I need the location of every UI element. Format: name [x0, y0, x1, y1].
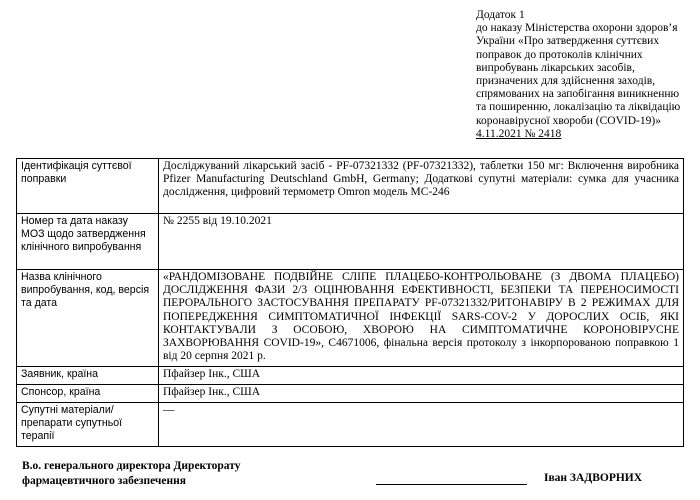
table-row: [17, 367, 684, 385]
row-label: Назва клінічного випробування, код, версія та дата: [17, 270, 159, 367]
appendix-header: [476, 9, 692, 141]
header-line: призначених для здійснення заходів,: [476, 75, 656, 88]
amendment-table: [16, 158, 684, 447]
header-line: поправок до протоколів клінічних: [476, 48, 643, 61]
row-label: Ідентифікація суттєвої поправки: [17, 159, 159, 214]
order-date-number: 4.11.2021 № 2418: [476, 127, 562, 140]
header-line: спрямованих на запобігання виникненню: [476, 88, 680, 101]
row-label: Заявник, країна: [17, 367, 159, 385]
row-value: «РАНДОМІЗОВАНЕ ПОДВІЙНЕ СЛІПЕ ПЛАЦЕБО-КОНТРОЛЬОВАНЕ (З ДВОМА ПЛАЦЕБО) ДОСЛІДЖЕННЯ ФАЗИ 2/3 ОЦІНЮВАННЯ ЕФЕКТИВНОСТІ, БЕЗПЕКИ ТА ПЕРЕНОСИМОСТІ ПЕРОРАЛЬНОГО ЗАСТОСУВАННЯ ПРЕПАРАТУ PF-07321332/РИТОНАВІРУ В 2 РЕЖИМАХ ДЛЯ ПОПЕРЕДЖЕННЯ СИМПТОМАТИЧНОЇ ІНФЕКЦІЇ SARS-COV-2 У ДОРОСЛИХ ОСІБ, ЯКІ КОНТАКТУВАЛИ З ОСОБОЮ, ХВОРОЮ НА СИМПТОМАТИЧНЕ КОРОНОВІРУСНЕ ЗАХВОРЮВАННЯ COVID-19», C4671006, фінальна версія протоколу з інкорпорованою поправкою 1 від 20 серпня 2021 р.: [159, 270, 684, 367]
row-label: Супутні матеріали/препарати супутньої терапії: [17, 403, 159, 447]
row-value: Пфайзер Інк., США: [159, 367, 684, 385]
header-line: до наказу Міністерства охорони здоров’я: [476, 22, 678, 35]
row-value: № 2255 від 19.10.2021: [159, 214, 684, 270]
header-line: України «Про затвердження суттєвих: [476, 35, 660, 48]
signatory-title: [22, 459, 241, 489]
table-row: [17, 214, 684, 270]
row-label: Спонсор, країна: [17, 385, 159, 403]
signature-line: [376, 484, 527, 485]
row-value: Досліджуваний лікарський засіб - PF-07321332 (PF-07321332), таблетки 150 мг: Включення виробника Pfizer Manufacturing Deutschland GmbH, Germany; Додаткові супутні матеріали: сумка для учасника дослідження, цифровий термометр Omron модель МС-246: [159, 159, 684, 214]
row-value: Пфайзер Інк., США: [159, 385, 684, 403]
header-line: Додаток 1: [476, 9, 525, 21]
row-label: Номер та дата наказу МОЗ щодо затвердження клінічного випробування: [17, 214, 159, 270]
table-row: [17, 159, 684, 214]
signatory-name: Іван ЗАДВОРНИХ: [544, 472, 643, 484]
signatory-title-line: В.о. генерального директора Директорату: [22, 460, 241, 472]
row-value: —: [159, 403, 684, 447]
table-row: [17, 403, 684, 447]
header-line: коронавірусної хвороби (COVID-19)»: [476, 114, 661, 127]
table-row: [17, 270, 684, 367]
table-row: [17, 385, 684, 403]
header-line: та поширенню, локалізацію та ліквідацію: [476, 101, 681, 114]
signatory-title-line: фармацевтичного забезпечення: [22, 475, 186, 487]
header-line: випробувань лікарських засобів,: [476, 61, 635, 74]
